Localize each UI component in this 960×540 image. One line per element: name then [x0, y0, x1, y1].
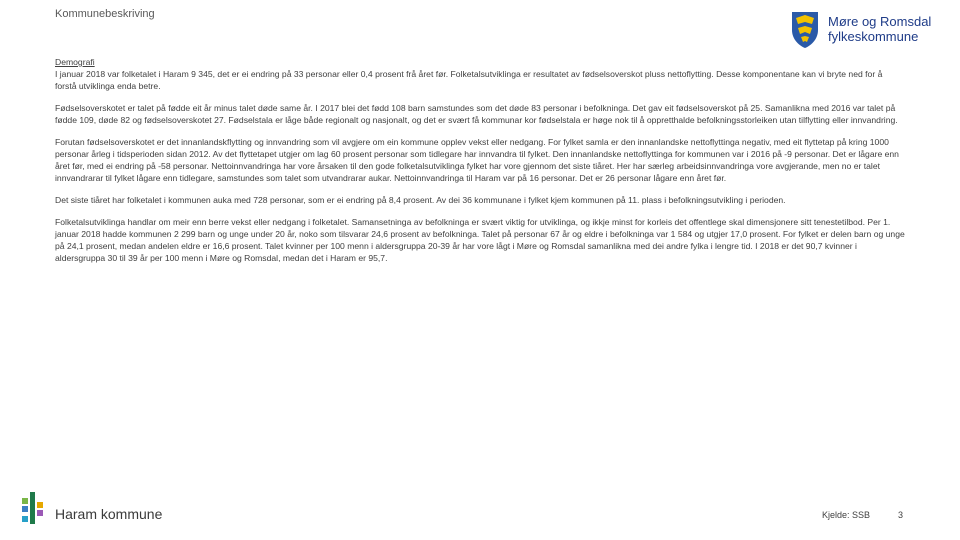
logo-line-1: Møre og Romsdal: [828, 14, 932, 29]
fylkeskommune-logo: [790, 10, 940, 58]
paragraph: Forutan fødselsoverskotet er det innanlandskflytting og innvandring som vil avgjere om ein kommune opplev vekst eller nedgang. For fylket samla er den innanlandske nettoflyttinga negativ, med eit flyttetap på kring 1000 personar årleg i tidsperioden sidan 2012. Av det flyttetapet utgjer om lag 60 prosent personar som tidlegare har innvandra til fylket. Den innanlandske nettoflyttinga for kommunen var i 2016 på -9 personar. Det er lågare enn året før, med ei endring på -58 personar. Nettoinnvandringa har vore årsaken til den gode folketalsutviklinga fylket har vore gjennom det siste tiåret. Her har særleg arbeidsinnvandringa vore avgjerande, men no er talet innvandrarar til fylket lågare enn tidlegare, samstundes som talet som utvandrarar aukar. Nettoinnvandringa til Haram var på 16 personar. Det er 26 personar lågare enn året før.: [55, 137, 899, 183]
header-title: Kommunebeskriving: [55, 8, 155, 20]
paragraph: Det siste tiåret har folketalet i kommunen auka med 728 personar, som er ei endring på 8,4 prosent. Av dei 36 kommunane i fylket kjem kommunen på 11. plass i befolkningsutvikling i perioden.: [55, 195, 786, 205]
municipality-name: Haram kommune: [55, 506, 163, 522]
logo-line-2: fylkeskommune: [828, 29, 919, 44]
paragraph: Folketalsutviklinga handlar om meir enn berre vekst eller nedgang i folketalet. Samansetninga av befolkninga er svært viktig for utviklinga, og ikkje minst for korleis det offentlege skal dimensjonere sitt tenestetilbod. Per 1. januar 2018 hadde kommunen 2 299 barn og unge under 20 år, noko som tilsvarar 24,6 prosent av befolkninga. Talet på personar 67 år og eldre i befolkninga var 1 584 og utgjer 17,0 prosent. For fylket er delen barn og unge på 24,1 prosent, medan andelen eldre er 16,6 prosent. Talet kvinner per 100 menn i aldersgruppa 20-39 år har vore lågt i Møre og Romsdal samanlikna med dei andre fylka i lengre tid. I 2018 er det 90,7 kvinner i aldersgruppa 30 til 39 år per 100 menn i Møre og Romsdal, medan det i Haram er 95,7.: [55, 217, 905, 263]
coat-of-arms-icon: [790, 10, 820, 50]
section-heading: Demografi: [55, 57, 95, 67]
page-number: 3: [898, 510, 904, 520]
paragraph: Fødselsoverskotet er talet på fødde eit år minus talet døde same år. I 2017 blei det fødd 108 barn samstundes som det døde 83 personar i befolkninga. Det gav eit fødselsoverskot på 25. Samanlikna med 2016 var talet på fødde 109, døde 82 og fødselsoverskotet 27. Fødselstala er låge både regionalt og nasjonalt, og det er svært få kommunar kor fødselstala er høge nok til å oppretthalde befolkningsstorleiken utan tilflytting eller innvandring.: [55, 103, 898, 125]
haram-logo-icon: [22, 492, 46, 524]
source-label: Kjelde: SSB: [822, 510, 871, 520]
main-content: [55, 56, 905, 274]
paragraph: I januar 2018 var folketalet i Haram 9 345, det er ei endring på 33 personar eller 0,4 prosent frå året før. Folketalsutviklinga er resultatet av fødselsoverskot pluss nettoflytting. Desse komponentane kan vi bryte ned for å forstå utviklinga enda betre.: [55, 69, 883, 91]
